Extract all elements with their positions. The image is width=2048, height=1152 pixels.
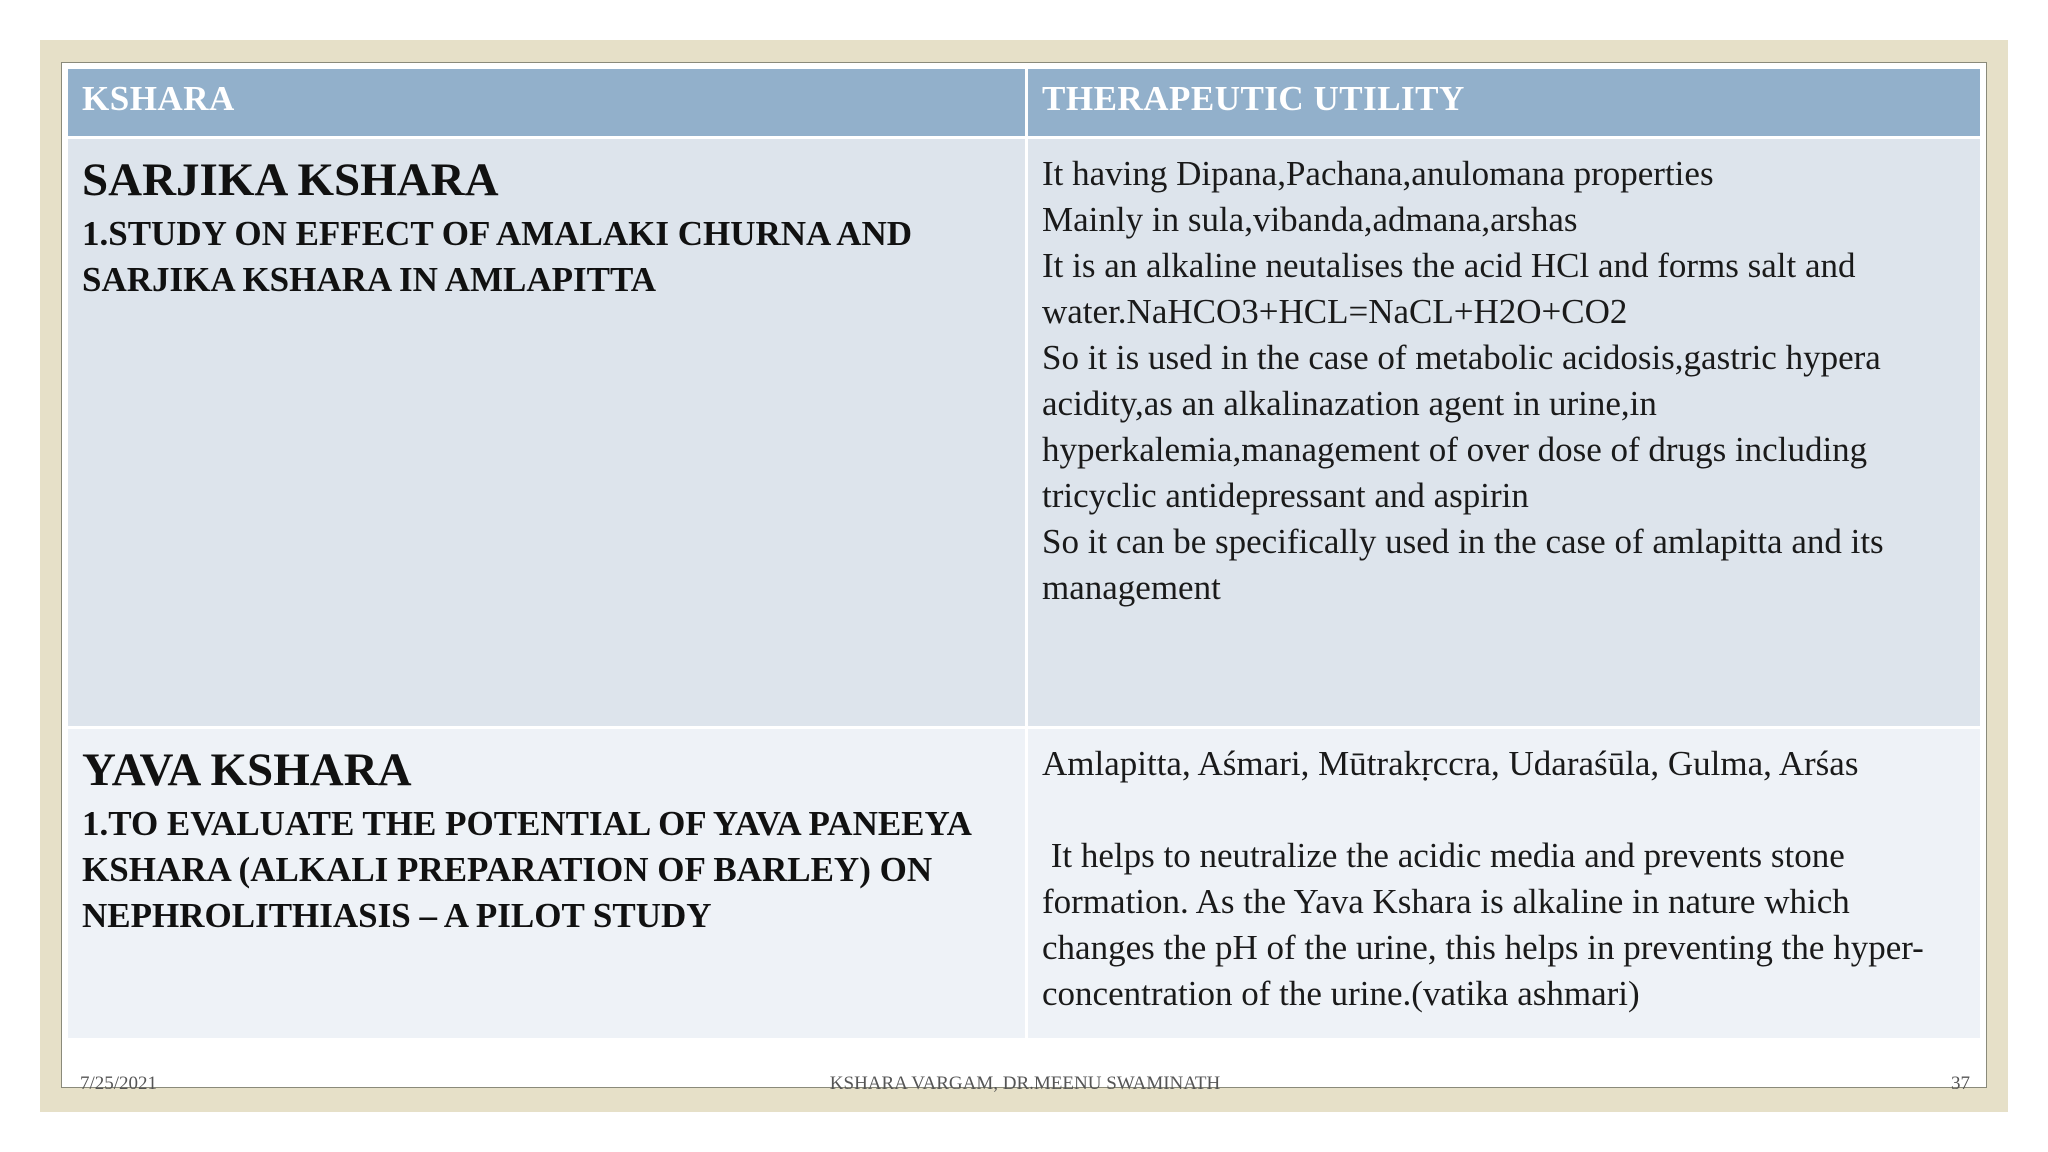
kshara-cell [67,728,1027,1040]
header-therapeutic-utility: THERAPEUTIC UTILITY [1027,68,1982,138]
footer-date: 7/25/2021 [80,1073,158,1094]
utility-cell [1027,728,1982,1040]
slide-content [61,62,1987,1094]
header-kshara: KSHARA [67,68,1027,138]
utility-line: It having Dipana,Pachana,anulomana properties [1042,154,1714,193]
kshara-cell [67,138,1027,728]
footer-title: KSHARA VARGAM, DR.MEENU SWAMINATH [829,1073,1221,1094]
spacer [1042,787,1966,833]
slide-frame [40,40,2008,1112]
utility-line: Mainly in sula,vibanda,admana,arshas [1042,200,1578,239]
table-row [67,728,1982,1040]
utility-line: So it can be specifically used in the case of amlapitta and its management [1042,522,1884,607]
kshara-table [65,66,1983,1041]
study-title: 1.TO EVALUATE THE POTENTIAL OF YAVA PANEEYA KSHARA (ALKALI PREPARATION OF BARLEY) ON NEPHROLITHIASIS – A PILOT STUDY [82,804,970,936]
utility-cell [1027,138,1982,728]
kshara-name: YAVA KSHARA [82,744,412,796]
table-row [67,138,1982,728]
kshara-name: SARJIKA KSHARA [82,154,499,206]
utility-line: It is an alkaline neutalises the acid HCl and forms salt and water.NaHCO3+HCL=NaCL+H2O+CO2 [1042,246,1856,331]
utility-description: It helps to neutralize the acidic media and prevents stone formation. As the Yava Kshara is alkaline in nature which changes the pH of the urine, this helps in preventing the hyper-concentration of the urine.(vatika ashmari) [1042,836,1924,1013]
utility-line: So it is used in the case of metabolic acidosis,gastric hypera acidity,as an alkalinazation agent in urine,in hyperkalemia,management of over dose of drugs including tricyclic antidepressant and aspirin [1042,338,1881,515]
table-header-row [67,68,1982,138]
utility-indications: Amlapitta, Aśmari, Mūtrakṛccra, Udaraśūla, Gulma, Arśas [1042,744,1859,783]
slide-footer [62,1073,1988,1099]
study-title: 1.STUDY ON EFFECT OF AMALAKI CHURNA AND SARJIKA KSHARA IN AMLAPITTA [82,214,913,300]
footer-page-number: 37 [1951,1073,1970,1094]
